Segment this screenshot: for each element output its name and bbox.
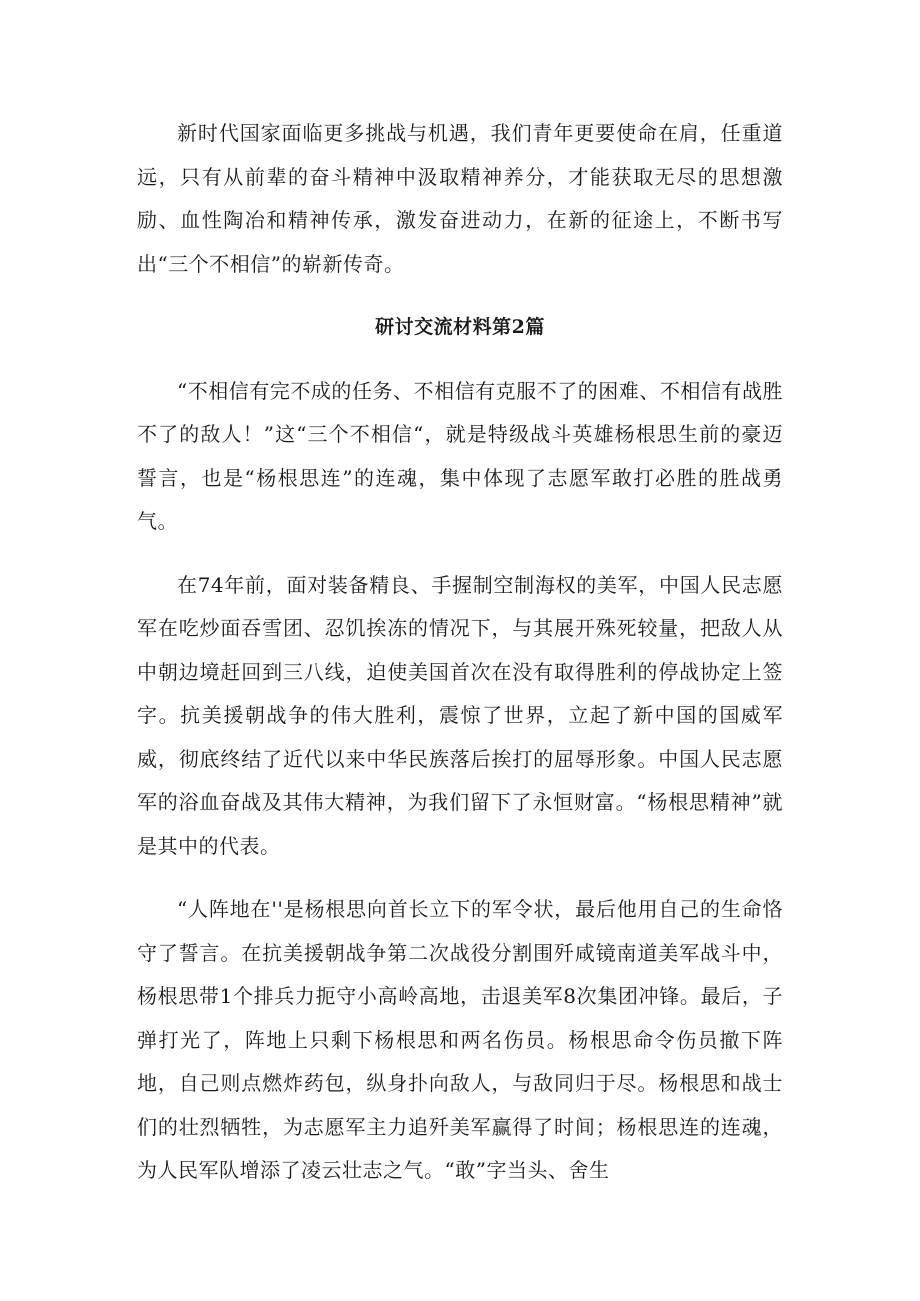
document-body — [137, 112, 783, 1193]
paragraph-3: “人阵地在''是杨根思向首长立下的军令状，最后他用自己的生命恪守了誓言。在抗美援朝战争第二次战役分割围歼咸镜南道美军战斗中，杨根思带1个排兵力扼守小高岭高地，击退美军8次集团冲锋。最后，子弹打光了，阵地上只剩下杨根思和两名伤员。杨根思命令伤员撤下阵地，自己则点燃炸药包，纵身扑向敌人，与敌同归于尽。杨根思和战士们的壮烈牺牲，为志愿军主力追歼美军赢得了时间；杨根思连的连魂，为人民军队增添了凌云壮志之气。“敢”字当头、舍生 — [137, 897, 783, 1182]
paragraph-1: “不相信有完不成的任务、不相信有克服不了的困难、不相信有战胜不了的敌人！”这“三个不相信“，就是特级战斗英雄杨根思生前的豪迈誓言，也是“杨根思连”的连魂，集中体现了志愿军敢打必胜的胜战勇气。 — [137, 378, 783, 533]
section-heading: 研讨交流材料第2篇 — [375, 316, 545, 338]
intro-paragraph: 新时代国家面临更多挑战与机遇，我们青年更要使命在肩，任重道远，只有从前辈的奋斗精神中汲取精神养分，才能获取无尽的思想激励、血性陶冶和精神传承，激发奋进动力，在新的征途上，不断书写出“三个不相信”的崭新传奇。 — [137, 121, 783, 276]
paragraph-2: 在74年前，面对装备精良、手握制空制海权的美军，中国人民志愿军在吃炒面吞雪团、忍饥挨冻的情况下，与其展开殊死较量，把敌人从中朝边境赶回到三八线，迫使美国首次在没有取得胜利的停战协定上签字。抗美援朝战争的伟大胜利，震惊了世界，立起了新中国的国威军威，彻底终结了近代以来中华民族落后挨打的屈辱形象。中国人民志愿军的浴血奋战及其伟大精神，为我们留下了永恒财富。“杨根思精神”就是其中的代表。 — [137, 572, 783, 858]
